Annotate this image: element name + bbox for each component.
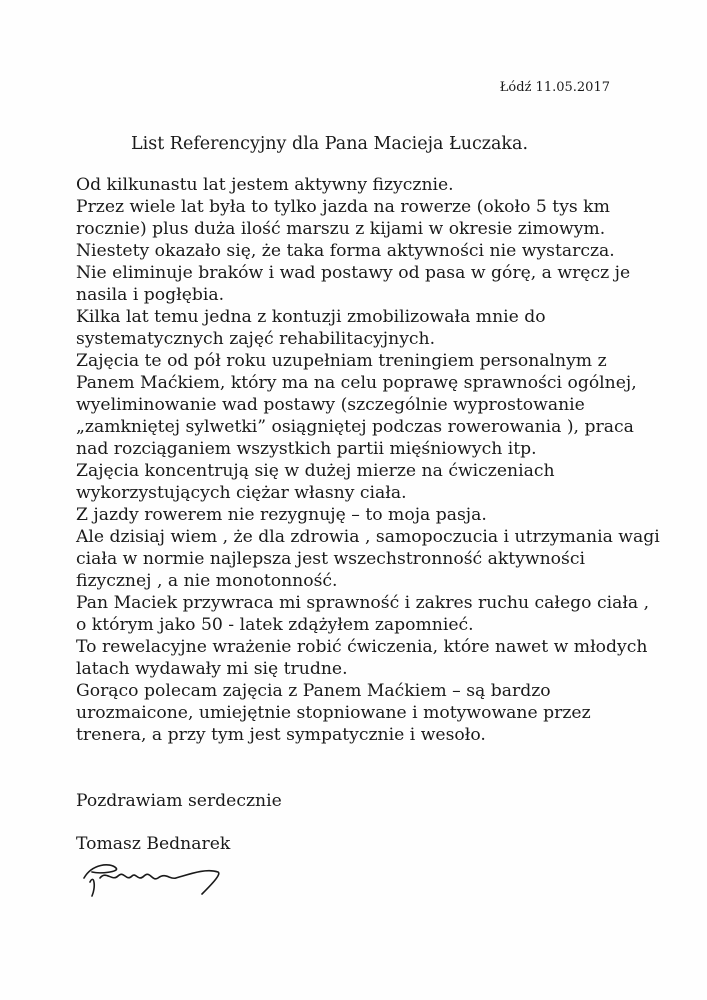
body-line: latach wydawały mi się trudne. <box>76 659 348 679</box>
body-line: Kilka lat temu jedna z kontuzji zmobilizowała mnie do <box>76 307 546 327</box>
body-line: To rewelacyjne wrażenie robić ćwiczenia, które nawet w młodych <box>76 637 648 657</box>
body-line: Zajęcia te od pół roku uzupełniam treningiem personalnym z <box>76 351 607 371</box>
body-line: fizycznej , a nie monotonność. <box>76 571 338 591</box>
body-line: systematycznych zajęć rehabilitacyjnych. <box>76 329 436 349</box>
body-line: wykorzystujących ciężar własny ciała. <box>76 483 407 503</box>
body-line: Ale dzisiaj wiem , że dla zdrowia , samopoczucia i utrzymania wagi <box>76 527 660 547</box>
body-line: Nie eliminuje braków i wad postawy od pasa w górę, a wręcz je <box>76 263 631 283</box>
body-line: Od kilkunastu lat jestem aktywny fizycznie. <box>76 175 454 195</box>
letter-closing: Pozdrawiam serdecznie <box>76 791 282 811</box>
letter-title: List Referencyjny dla Pana Macieja Łuczaka. <box>131 134 529 154</box>
body-line: o którym jako 50 - latek zdążyłem zapomnieć. <box>76 615 474 635</box>
body-line: rocznie) plus duża ilość marszu z kijami w okresie zimowym. <box>76 219 606 239</box>
body-line: nasila i pogłębia. <box>76 285 225 305</box>
body-line: Zajęcia koncentrują się w dużej mierze na ćwiczeniach <box>76 461 555 481</box>
body-line: nad rozciąganiem wszystkich partii mięśniowych itp. <box>76 439 537 459</box>
letter-body <box>76 174 676 746</box>
body-line: trenera, a przy tym jest sympatycznie i wesoło. <box>76 725 486 745</box>
signer-name: Tomasz Bednarek <box>76 834 231 854</box>
body-line: wyeliminowanie wad postawy (szczególnie wyprostowanie <box>76 395 585 415</box>
body-line: Gorąco polecam zajęcia z Panem Maćkiem – są bardzo <box>76 681 551 701</box>
body-line: Przez wiele lat była to tylko jazda na rowerze (około 5 tys km <box>76 197 610 217</box>
letter-date: Łódź 11.05.2017 <box>499 80 610 95</box>
signature-icon <box>70 852 230 900</box>
body-line: ciała w normie najlepsza jest wszechstronność aktywności <box>76 549 585 569</box>
body-line: urozmaicone, umiejętnie stopniowane i motywowane przez <box>76 703 591 723</box>
body-line: „zamkniętej sylwetki” osiągniętej podczas rowerowania ), praca <box>76 417 634 437</box>
body-line: Z jazdy rowerem nie rezygnuję – to moja pasja. <box>76 505 487 525</box>
body-line: Niestety okazało się, że taka forma aktywności nie wystarcza. <box>76 241 615 261</box>
body-line: Panem Maćkiem, który ma na celu poprawę sprawności ogólnej, <box>76 373 637 393</box>
body-line: Pan Maciek przywraca mi sprawność i zakres ruchu całego ciała , <box>76 593 650 613</box>
